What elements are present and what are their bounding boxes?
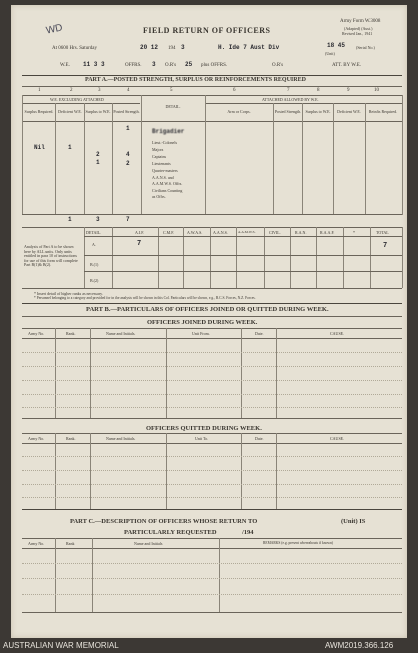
col-number: 7 [287,88,290,93]
rule [22,86,402,87]
rule [333,103,334,215]
detail-row: Quarter-masters [152,168,178,173]
analysis-head: C.M.F. [163,230,175,235]
part-c-heading: PART C.—DESCRIPTION OF OFFICERS WHOSE RETURN TO [70,518,258,525]
surplus-to-we-value: 2 [96,151,100,158]
rule [84,271,402,272]
serial-value: 18 45 [327,42,346,49]
handwritten-mark: WD [45,22,64,37]
analysis-head: R.A.A.F. [320,230,335,235]
rule [22,538,402,539]
rule [22,433,402,434]
quitted-col-head: Unit To. [195,436,209,441]
part-c-col-head: REMARKS (e.g. present whereabouts if known) [263,541,333,545]
detail-row: as Offrs. [152,194,166,199]
part-c-col-head: Rank [66,541,75,546]
part-c-col-head: Name and Initials [134,541,163,546]
quitted-col-head: CAUSE. [330,436,345,441]
form-revised: Revised Jan., 1941 [342,31,373,36]
analysis-head: DETAIL. [86,230,102,235]
analysis-head: A.W.A.S. [187,230,203,235]
joined-title: OFFICERS JOINED DURING WEEK. [147,319,258,326]
rule [55,103,56,215]
col-head: Reinfts Required. [368,109,398,114]
analysis-total-value: 7 [383,242,388,250]
rule [22,394,402,395]
rule [22,418,402,419]
detail-row: Majors [152,147,164,152]
year-label: 194 [168,46,176,51]
surplus-to-we-value: 1 [96,159,100,166]
ors-label: O.R's [165,63,177,68]
form-title: FIELD RETURN OF OFFICERS [143,26,271,35]
detail-row: Brigadier [152,128,185,135]
attached-allowed-label: ATTACHED ALLOWED BY W.E. [262,97,319,102]
col-head: Surplus to W.E. [305,109,331,114]
total-value: 1 [68,216,72,223]
col-number: 1 [38,88,41,93]
col-number: 4 [127,88,130,93]
rule [84,103,85,215]
serial-label: (Serial No.) [356,45,375,50]
col-head: Arm or Corps. [227,109,251,114]
col-head: DETAIL. [165,104,181,109]
rule [22,443,402,444]
rule [219,538,220,612]
analysis-head: R.A.N. [295,230,307,235]
deficient-we-value: 1 [68,144,72,151]
surplus-required-value: Nil [34,144,45,151]
col-head: Posted Strength. [274,109,302,114]
quitted-col-head: Army No. [28,436,45,441]
rule [22,578,402,579]
rule [22,470,402,471]
col-number: 9 [347,88,350,93]
rule [55,328,56,418]
unit-value: H. Ide 7 Aust Div [218,44,280,51]
detail-row: Civilians Counting [152,188,183,193]
joined-col-head: Rank. [66,331,76,336]
rule [166,328,167,418]
posted-strength-value: 1 [126,125,130,132]
part-c-col-head: Army No. [28,541,45,546]
analysis-head: TOTAL [376,230,389,235]
we-label: W.E. [60,63,70,68]
we-excluding-label: W.E. EXCLUDING ATTACHED [50,97,104,102]
rule [22,338,402,339]
joined-col-head: Army No. [28,331,45,336]
rule [273,103,274,215]
rule [302,103,303,215]
analysis-row-label: A. [92,242,96,247]
rule [112,103,113,215]
footer-credit: AUSTRALIAN WAR MEMORIAL [3,641,119,650]
footnote: * Personnel belonging to a category and provided for in the analysis will be shown in this Col. Particulars will be shown, e.g., B.C.S. Forces, N.Z. Forces. [34,296,256,300]
rule [22,227,402,228]
total-value: 7 [126,216,130,223]
part-c-year: /194 [242,529,254,536]
form-number: Army Form W.3008 [340,19,381,24]
plus-offrs-label: plus OFFRS. [201,63,228,68]
analysis-row-label: B.(2) [90,278,99,283]
ors-value: 25 [185,61,193,68]
col-number: 10 [374,88,379,93]
detail-row: A.A.N.S. and [152,175,174,180]
analysis-row-label: B.(1) [90,262,99,267]
col-head: Deficient W.E. [337,109,361,114]
quitted-col-head: Name and Initials. [106,436,136,441]
part-a-heading: PART A.—POSTED STRENGTH, SURPLUS OR REINFORCEMENTS REQUIRED [85,77,306,83]
posted-strength-value: 2 [126,160,130,167]
analysis-aif-value: 7 [137,240,142,248]
rule [84,255,402,256]
rule [22,303,402,304]
rule [22,407,402,408]
detail-row: Lieut.-Colonels [152,140,177,145]
analysis-note: Analysis of Part A to be shown here by ALL units. Only units entitled in para 10 of instructions for use of this form will complete Part B(1)& B(2). [24,244,78,268]
rule [276,328,277,418]
footnote: * Insert detail of higher ranks as necessary. [34,291,103,296]
part-c-unit-label: (Unit) IS [341,518,366,525]
part-b-heading: PART B.—PARTICULARS OF OFFICERS JOINED OR QUITTED DURING WEEK. [86,306,329,313]
rule [22,288,402,289]
rule [22,352,402,353]
total-value: 3 [96,216,100,223]
analysis-head: A.I.F. [135,230,145,235]
rule [22,509,402,510]
quitted-title: OFFICERS QUITTED DURING WEEK. [146,425,262,432]
joined-col-head: CAUSE. [330,331,345,336]
rule [241,328,242,418]
rule [22,456,402,457]
part-c-requested: PARTICULARLY REQUESTED [124,529,217,536]
analysis-head: CIVIL. [269,230,281,235]
quitted-col-head: Rank. [66,436,76,441]
rule [22,594,402,595]
rule [84,236,402,237]
att-label: ATT. BY W.E. [332,63,362,68]
form-adapted: (Adapted) (Aust.) [344,26,373,31]
col-head: Surplus Required. [24,109,54,114]
col-number: 5 [170,88,173,93]
rule [22,612,402,613]
offrs-label: OFFRS. [125,63,142,68]
analysis-head: * [353,230,355,235]
offrs-value: 3 [152,61,156,68]
joined-col-head: Name and Initials. [106,331,136,336]
year-value: 3 [181,44,185,51]
rule [141,95,142,215]
col-head: Deficient W.E. [58,109,82,114]
rule [205,103,402,104]
rule [92,538,93,612]
rule [22,548,402,549]
rule [22,75,402,76]
rule [402,227,403,288]
col-number: 8 [317,88,320,93]
footer-accession: AWM2019.366.126 [325,641,394,650]
rule [22,121,402,122]
rule [55,538,56,612]
detail-row: Lieutenants [152,161,171,166]
analysis-head: A.A.M.W.S. [238,230,256,234]
rule [205,95,206,215]
unit-label: (Unit) [325,51,335,56]
rule [22,95,23,215]
rule [22,380,402,381]
rule [402,95,403,215]
col-number: 2 [70,88,73,93]
analysis-head: A.A.N.S. [213,230,228,235]
date-value: 20 12 [140,44,159,51]
joined-col-head: Date. [255,331,264,336]
joined-col-head: Unit From. [192,331,210,336]
rule [22,95,402,96]
rule [22,103,140,104]
at-label: At 0600 Hrs. Saturday [52,46,97,51]
rule [22,366,402,367]
col-head: Surplus to W.E. [85,109,111,114]
col-number: 6 [233,88,236,93]
rule [22,328,402,329]
rule [22,563,402,564]
quitted-col-head: Date. [255,436,264,441]
ors2-label: O.R's [272,63,284,68]
rule [22,316,402,317]
posted-strength-value: 4 [126,151,130,158]
rule [90,328,91,418]
rule [22,497,402,498]
rule [22,484,402,485]
rule [22,214,402,215]
we-value: 11 3 3 [83,61,105,68]
rule [365,103,366,215]
detail-row: A.A.M.W.S. Offrs. [152,181,183,186]
detail-row: Captains [152,154,166,159]
col-head: Posted Strength. [113,109,140,114]
col-number: 3 [98,88,101,93]
